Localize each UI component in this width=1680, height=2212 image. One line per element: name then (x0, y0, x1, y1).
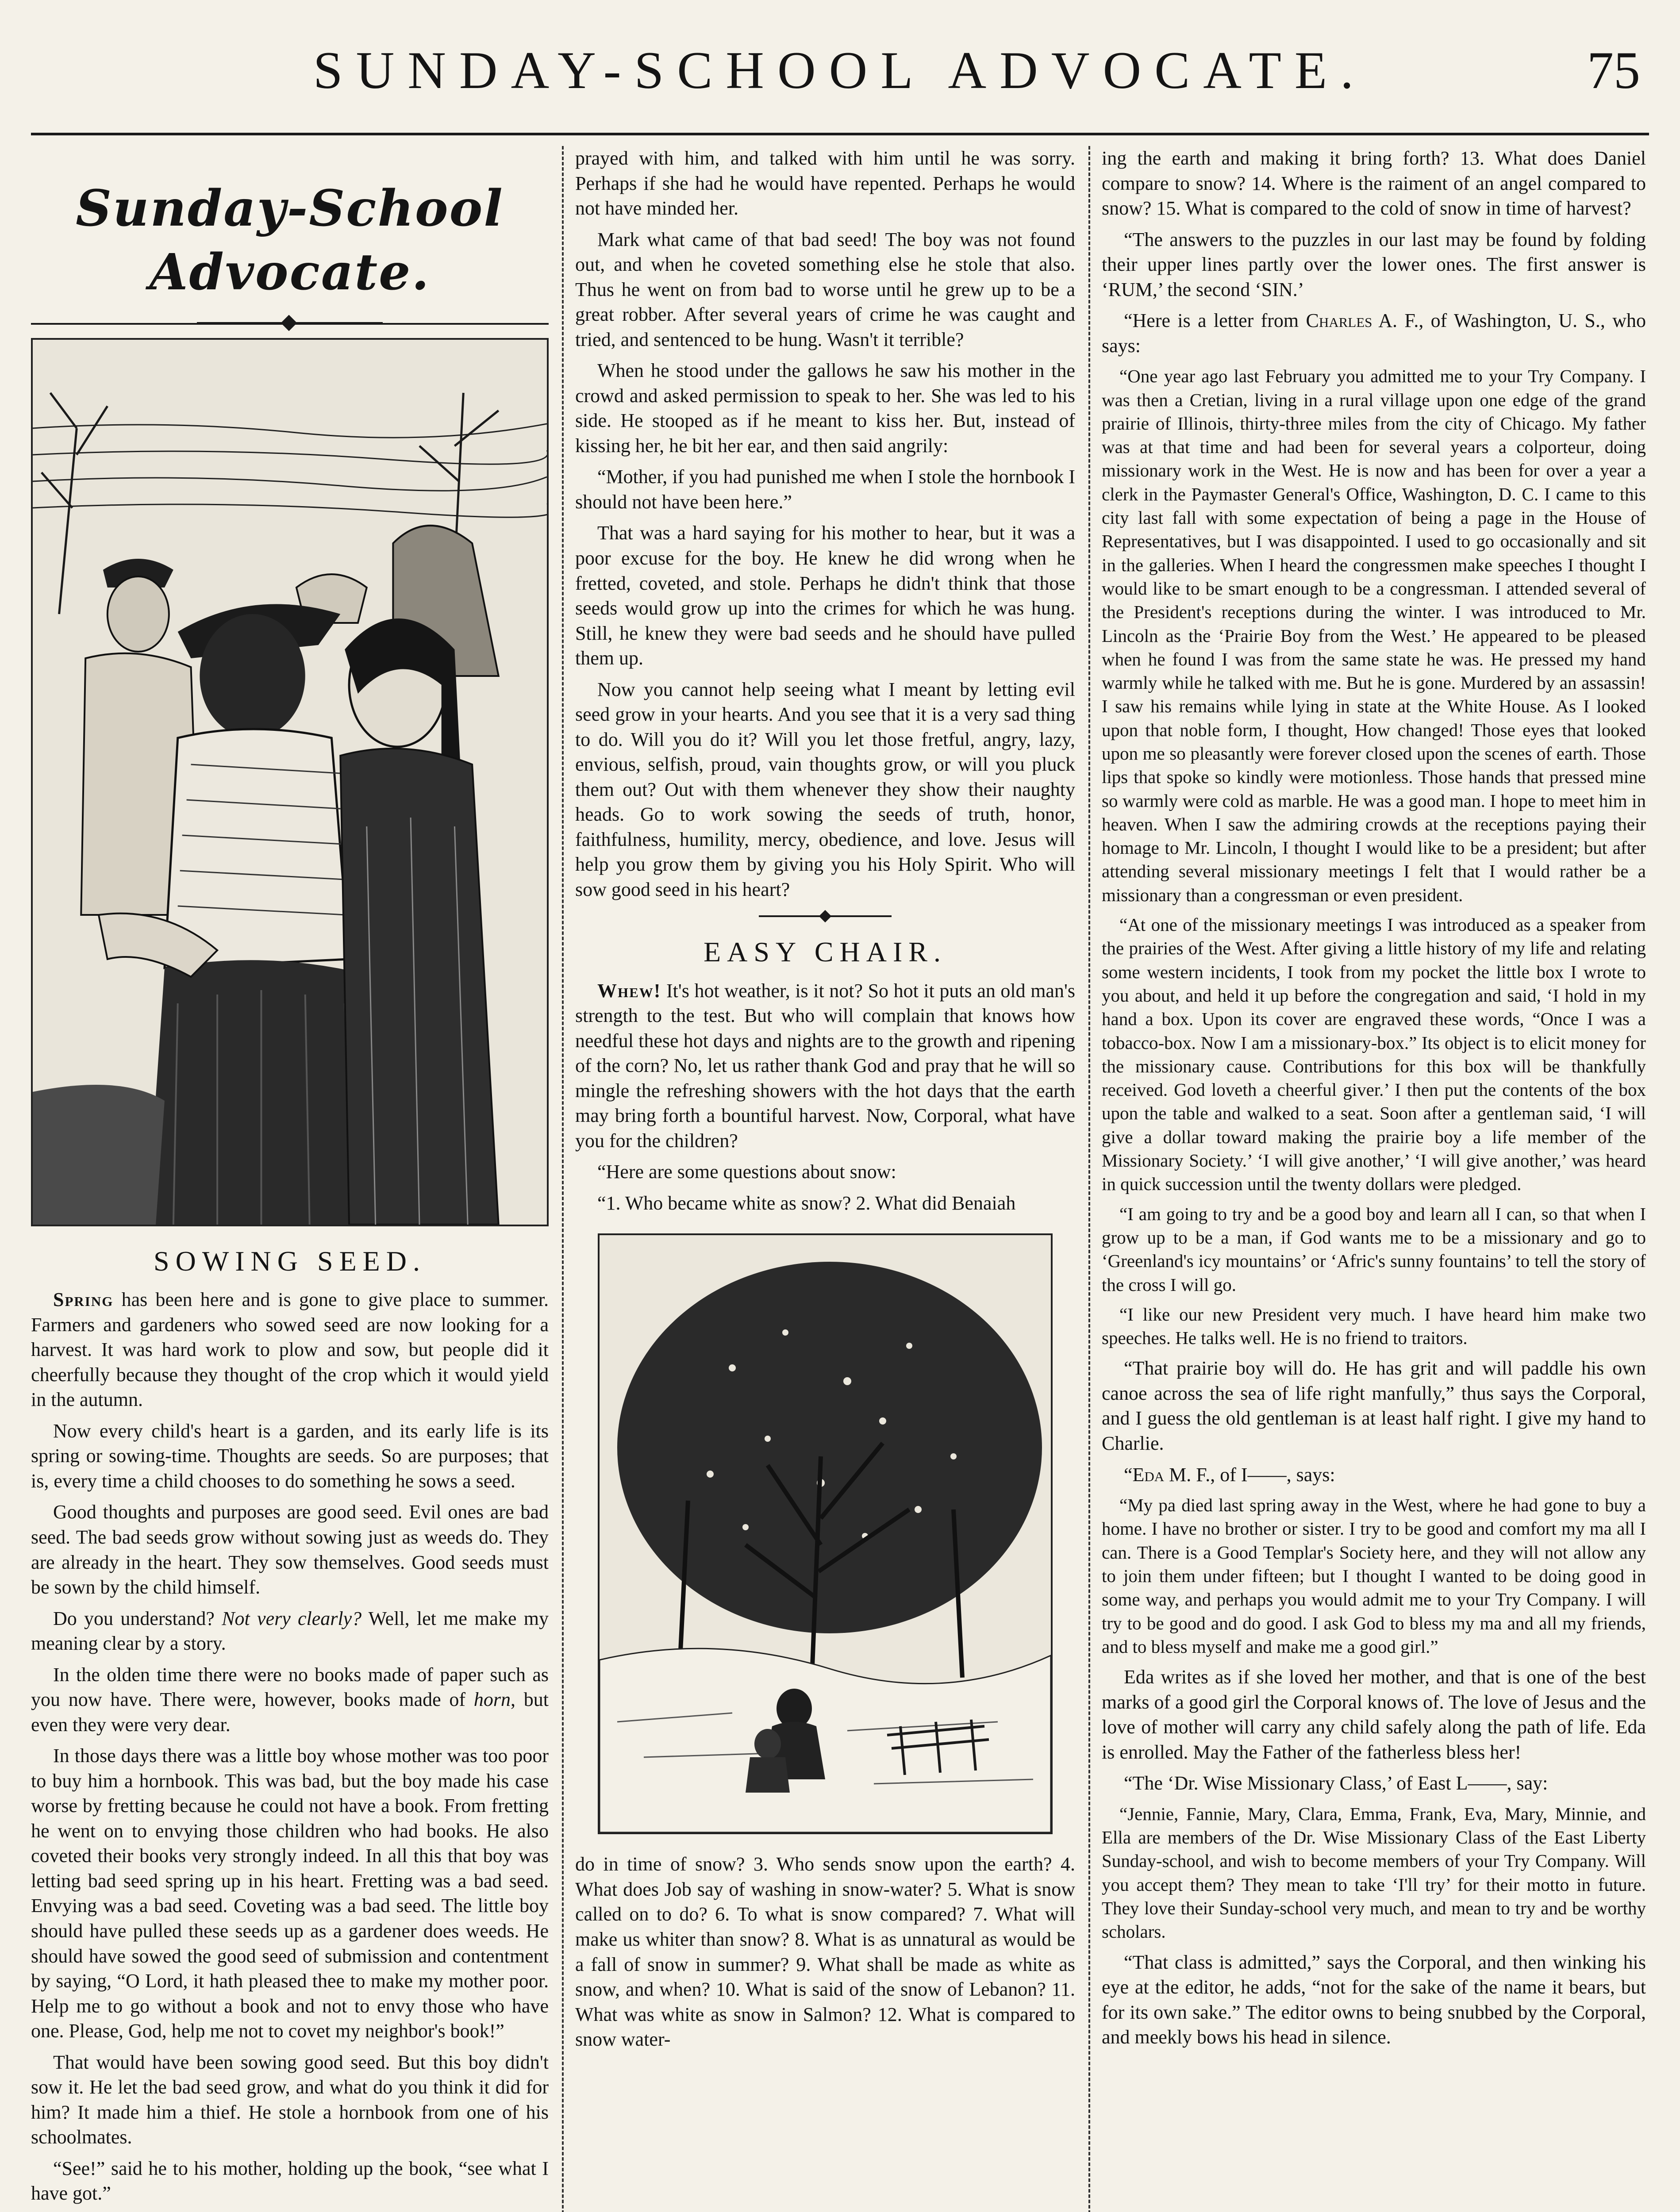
section-ornament (759, 915, 892, 917)
paragraph: Do you understand? Not very clearly? Well, let me make my meaning clear by a story. (31, 1607, 549, 1655)
paragraph: “See!” said he to his mother, holding up the book, “see what I have got.” (31, 2157, 549, 2204)
paragraph: “Here are some questions about snow: (597, 1161, 896, 1183)
paragraph: “At one of the missionary meetings I was introduced as a speaker from the prairies of the West. After giving a little history of my life and relating some western incidents, I took from my pocket the little box I wrote to you about, and held it up before the congregation and said, ‘I hold in my hand a box. Upon its cover are engraved these words, “Once I was a tobacco-box. Now I am a missionary-box.” Its object is to elicit money for the missionary cause. Contributions for this box will be thankfully received. God loveth a cheerful giver.’ I then put the contents of the box upon the table and walked to a seat. Soon after a gentleman said, ‘I will give a dollar toward making the prairie boy a life member of the Missionary Society.’ ‘I will give another,’ ‘I will give another,’ was heard in quick succession until the twenty dollars were pledged. (1102, 914, 1646, 1194)
header-title: SUNDAY-SCHOOL ADVOCATE. (313, 41, 1367, 100)
letter-dr-wise-class (1102, 1802, 1646, 1944)
masthead (31, 146, 549, 325)
column-3 (1102, 146, 1646, 2212)
column-1 (31, 146, 549, 2212)
paragraph: “One year ago last February you admitted me to your Try Company. I was then a Cretian, living in a rural village upon one edge of the grand prairie of Illinois, thirty-three miles from the city of Chicago. My father was at that time and had been for several years a colporteur, doing missionary work in the West. He is now and has been for over a year a clerk in the Paymaster General's Office, Washington, D. C. I came to this city last fall with some expectation of being a page in the House of Representatives, but I was disappointed. I used to go occasionally and sit in the galleries. When I heard the congressmen make speeches I thought I would like to be smart enough to be a congressman. I attended several of the President's receptions during the winter. I was introduced to Mr. Lincoln as the ‘Prairie Boy from the West.’ He appeared to be pleased when he found I was from the same state he was. He pressed my hand warmly while he talked with me. But he is gone. Murdered by an assassin! I saw his remains while lying in state at the White House. As I looked upon that noble form, I thought, How changed! Those eyes that looked upon me so pleasantly were forever closed upon the scenes of earth. Those lips that spoke so kindly were motionless. Those hands that pressed mine so warmly were cold as marble. He was a good man. I hope to meet him in heaven. When I saw the admiring crowds at the receptions paying their homage to Mr. Lincoln, I thought I would like to be a president; but after attending several missionary meetings I felt that I would rather be a missionary than a congressman or even president. (1102, 366, 1646, 905)
paragraph: ing the earth and making it bring forth? 13. What does Daniel compare to snow? 14. Where is the raiment of an angel compared to snow? 15. What is compared to the cold of snow in time of harvest? (1102, 147, 1646, 219)
paragraph: Good thoughts and purposes are good seed. Evil ones are bad seed. The bad seeds grow without sowing just as weeds do. They are already in the heart. They sow themselves. Good seeds must be sown by the child himself. (31, 1501, 549, 1598)
paragraph: “That class is admitted,” says the Corporal, and then winking his eye at the editor, he adds, “not for the sake of the name it bears, but for its own sake.” The editor owns to being snubbed by the Corporal, and meekly bows his head in silence. (1102, 1951, 1646, 2048)
engraving-women-and-boy (31, 338, 549, 1226)
engraving-winter-snow-scene (598, 1233, 1053, 1834)
paragraph: “My pa died last spring away in the West, where he had gone to buy a home. I have no brother or sister. I try to be good and comfort my ma all I can. There is a Good Templar's Society here, and they will not allow any to join them under fifteen; but I thought I wanted to be doing good in some way, and perhaps you would admit me to your Try Company. I will try to be good and do good. I ask God to bless my ma and all my friends, and to bless myself and make me a good girl.” (1102, 1495, 1646, 1657)
column-2 (575, 146, 1075, 2212)
column-divider-2 (1088, 146, 1090, 2212)
section-title-sowing-seed: SOWING SEED. (154, 1245, 426, 1277)
masthead-name: Sunday-School Advocate. (76, 180, 504, 301)
paragraph: Mark what came of that bad seed! The boy was not found out, and when he coveted something else he stole that also. Thus he went on from bad to worse until he grew up to be a great robber. After several years of crime he was caught and tried, and sentenced to be hung. Wasn't it terrible? (575, 228, 1075, 350)
paragraph: “Mother, if you had punished me when I stole the hornbook I should not have been here.” (575, 466, 1075, 513)
paragraph: Now you cannot help seeing what I meant by letting evil seed grow in your hearts. And you see that it is a very sad thing to do. Will you do it? Will you let those fretful, angry, lazy, envious, selfish, proud, vain thoughts grow, or will you pluck them out? Out with them whenever they show their naughty heads. Go to work sowing the seeds of truth, honor, faithfulness, humility, mercy, obedience, and love. Jesus will help you grow them by giving you his Holy Spirit. Who will sow good seed in his heart? (575, 678, 1075, 900)
lead-word: Whew! (597, 979, 661, 1002)
column-divider-1 (562, 146, 564, 2212)
paragraph: “The ‘Dr. Wise Missionary Class,’ of East L——, say: (1124, 1772, 1548, 1794)
section-title-easy-chair: EASY CHAIR. (704, 936, 947, 968)
letter-charles (1102, 365, 1646, 1350)
paragraph: do in time of snow? 3. Who sends snow upon the earth? 4. What does Job say of washing in snow-water? 5. What is snow called on to do? 6. To what is snow compared? 7. What will make us whiter than snow? 8. What is as unnatural as would be a fall of snow in summer? 9. What shall be made as white as snow, and when? 10. What is said of the snow of Lebanon? 11. What was white as snow in Salmon? 12. What is compared to snow water- (575, 1853, 1075, 2051)
paragraph: “Eda M. F., of I——, says: (1124, 1463, 1335, 1486)
paragraph: “I am going to try and be a good boy and learn all I can, so that when I grow up to be a man, if God wants me to be a missionary and go to ‘Greenland's icy mountains’ or ‘Afric's sunny fountains’ to tell the story of the cross I will go. (1102, 1203, 1646, 1295)
engraving-picture (33, 340, 547, 1225)
paragraph: That was a hard saying for his mother to hear, but it was a poor excuse for the boy. He knew he did wrong when he fretted, coveted, and stole. Perhaps he didn't think that those seeds would grow up into the crimes for which he was hung. Still, he knew they were bad seeds and he should have pulled them up. (575, 522, 1075, 669)
paragraph: Eda writes as if she loved her mother, and that is one of the best marks of a good girl the Corporal knows of. The love of Jesus and the love of mother will carry any child safely along the path of life. Eda is enrolled. May the Father of the fatherless bless her! (1102, 1666, 1646, 1763)
lead-word: Spring (53, 1289, 114, 1311)
paragraph: “1. Who became white as snow? 2. What did Benaiah (597, 1192, 1016, 1214)
paragraph: When he stood under the gallows he saw his mother in the crowd and asked permission to speak to her. She was led to his side. He stooped as if he meant to kiss her. But, instead of kissing her, he bit her ear, and then said angrily: (575, 360, 1075, 457)
newspaper-page (31, 18, 1649, 2212)
letter-eda (1102, 1494, 1646, 1659)
paragraph: Whew! It's hot weather, is it not? So hot it puts an old man's strength to the test. But who will complain that knows how needful these hot days and nights are to the growth and ripening of the corn? No, let us rather thank God and pray that he will so mingle the refreshing showers with the hot days that the earth may bring forth a bountiful harvest. Now, Corporal, what have you for the children? (575, 979, 1075, 1152)
winter-engraving-picture (600, 1235, 1051, 1832)
paragraph: prayed with him, and talked with him until he was sorry. Perhaps if she had he would have repented. Perhaps he would not have minded her. (575, 147, 1075, 219)
paragraph: In the olden time there were no books made of paper such as you now have. There were, however, books made of horn, but even they were very dear. (31, 1663, 549, 1736)
running-header (31, 18, 1649, 135)
paragraph: Spring has been here and is gone to give place to summer. Farmers and gardeners who sowed seed are now looking for a harvest. It was hard work to plow and sow, but people did it cheerfully because they thought of the crop which it would yield in the autumn. (31, 1289, 549, 1411)
paragraph: That would have been sowing good seed. But this boy didn't sow it. He let the bad seed grow, and what do you think it did for him? It made him a thief. He stole a hornbook from one of his schoolmates. (31, 2051, 549, 2148)
paragraph: “The answers to the puzzles in our last may be found by folding their upper lines partly over the lower ones. The first answer is ‘RUM,’ the second ‘SIN.’ (1102, 228, 1646, 300)
masthead-ornament (197, 322, 383, 324)
paragraph: “That prairie boy will do. He has grit and will paddle his own canoe across the sea of life right manfully,” thus says the Corporal, and I guess the old gentleman is at least half right. I give my hand to Charlie. (1102, 1357, 1646, 1455)
paragraph: Now every child's heart is a garden, and its early life is its spring or sowing-time. Thoughts are seeds. So are purposes; that is, every time a child chooses to do something he sows a seed. (31, 1420, 549, 1492)
paragraph: “Jennie, Fannie, Mary, Clara, Emma, Frank, Eva, Mary, Minnie, and Ella are members of the Dr. Wise Missionary Class of the East Liberty Sunday-school, and wish to become members of your Try Company. Will you accept them? They mean to take ‘I'll try’ for their motto in future. They love their Sunday-school very much, and mean to try and be worthy scholars. (1102, 1803, 1646, 1942)
paragraph: “Here is a letter from Charles A. F., of Washington, U. S., who says: (1102, 310, 1646, 357)
paragraph: “I like our new President very much. I have heard him make two speeches. He talks well. He is no friend to traitors. (1102, 1304, 1646, 1348)
page-number: 75 (1587, 41, 1640, 100)
paragraph: In those days there was a little boy whose mother was too poor to buy him a hornbook. This was bad, but the boy made his case worse by fretting because he could not have a book. From fretting he went on to envying those children who had books. He also coveted their books very strongly indeed. In all this that boy was letting bad seed spring up in his heart. Fretting was a bad seed. Envying was a bad seed. Coveting was a bad seed. The little boy should have pulled these seeds up as a gardener does weeds. He should have sowed the good seed of submission and contentment by saying, “O Lord, it hath pleased thee to make my mother poor. Help me to go without a book and not to envy those who have one. Please, God, help me not to covet my neighbor's book!” (31, 1745, 549, 2042)
